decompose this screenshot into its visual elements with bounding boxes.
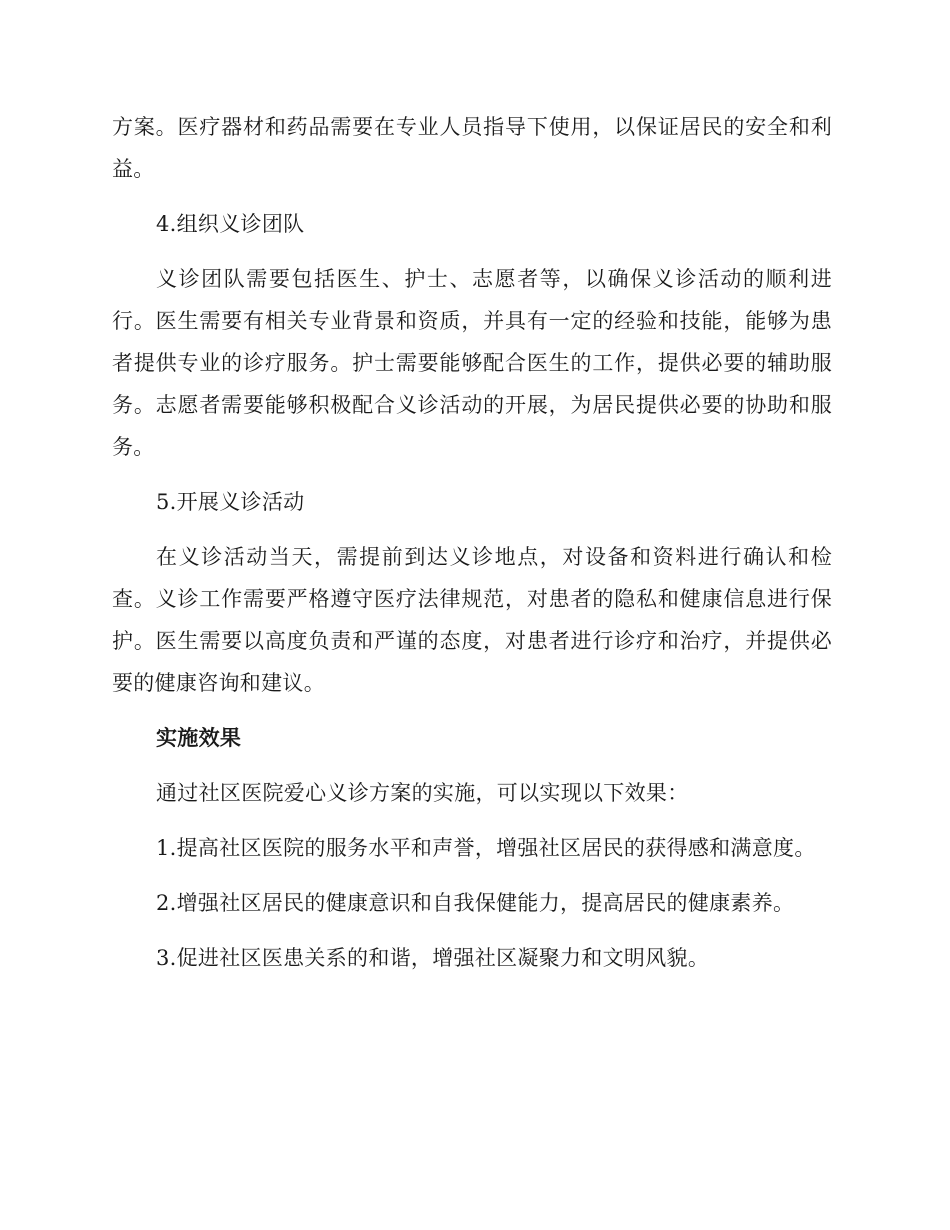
effect-item-1: 1.提高社区医院的服务水平和声誉，增强社区居民的获得感和满意度。 [156, 836, 816, 860]
subheading-carry-out: 5.开展义诊活动 [156, 490, 305, 514]
document-page [112, 106, 832, 992]
paragraph-continuation: 方案。医疗器材和药品需要在专业人员指导下使用，以保证居民的安全和利益。 [112, 115, 832, 181]
effects-intro: 通过社区医院爱心义诊方案的实施，可以实现以下效果： [156, 781, 689, 805]
paragraph-activity: 在义诊活动当天，需提前到达义诊地点，对设备和资料进行确认和检查。义诊工作需要严格遵守医疗法律规范，对患者的隐私和健康信息进行保护。医生需要以高度负责和严谨的态度，对患者进行诊疗和治疗，并提供必要的健康咨询和建议。 [112, 545, 832, 695]
paragraph-team: 义诊团队需要包括医生、护士、志愿者等，以确保义诊活动的顺利进行。医生需要有相关专业背景和资质，并具有一定的经验和技能，能够为患者提供专业的诊疗服务。护士需要能够配合医生的工作，提供必要的辅助服务。志愿者需要能够积极配合义诊活动的开展，为居民提供必要的协助和服务。 [112, 267, 832, 459]
effect-item-3: 3.促进社区医患关系的和谐，增强社区凝聚力和文明风貌。 [156, 946, 710, 970]
subheading-organize-team: 4.组织义诊团队 [156, 212, 305, 236]
section-heading: 实施效果 [156, 725, 242, 750]
effect-item-2: 2.增强社区居民的健康意识和自我保健能力，提高居民的健康素养。 [156, 891, 795, 915]
